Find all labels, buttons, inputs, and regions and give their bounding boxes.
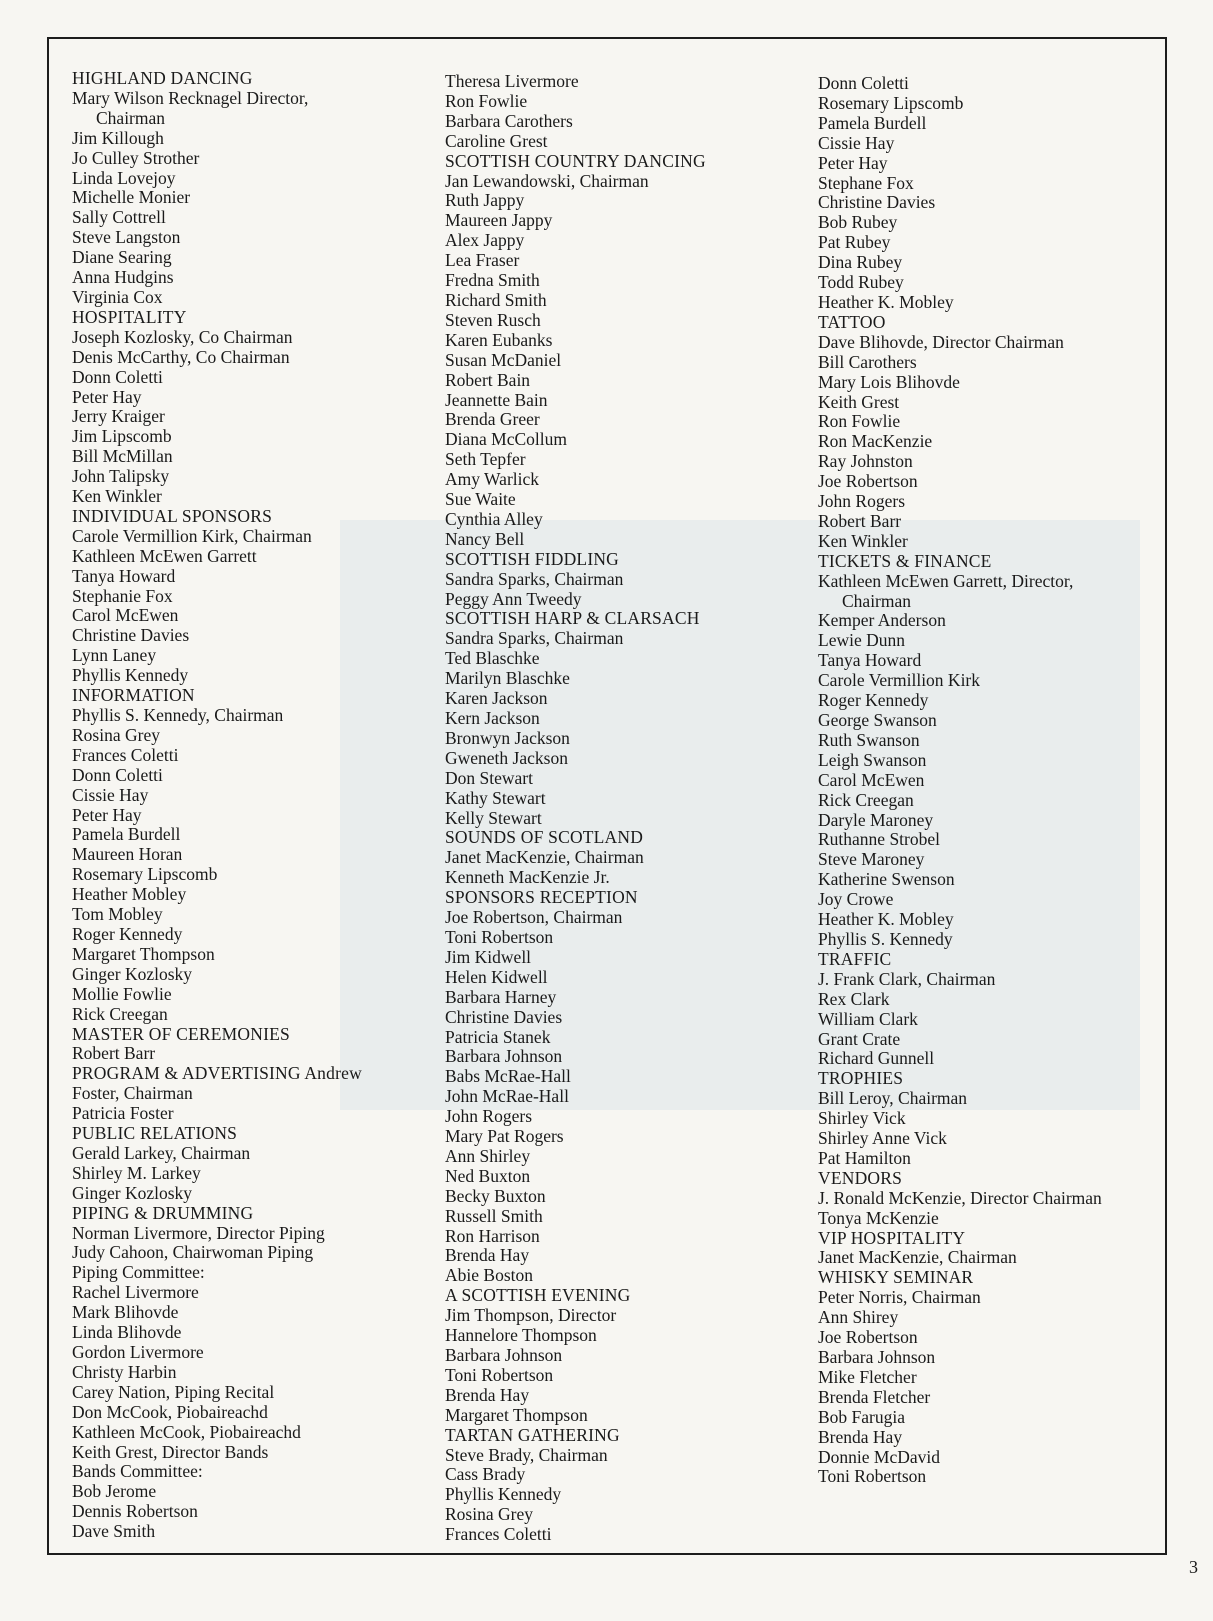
member-name: Anna Hudgins [72,267,174,288]
member-name: Pamela Burdell [72,824,181,845]
member-name: Barbara Johnson [818,1347,936,1367]
member-name: Christine Davies [72,625,190,646]
member-name: Joseph Kozlosky, Co Chairman [72,326,293,347]
member-name: Margaret Thompson [445,1404,588,1425]
member-name: Phyllis Kennedy [445,1484,562,1505]
member-name: Phyllis S. Kennedy, Chairman [72,705,284,725]
member-name: Richard Gunnell [818,1048,935,1069]
member-name: Don Stewart [445,767,533,788]
member-name: Ted Blaschke [445,648,540,669]
member-name: Ken Winkler [818,530,908,551]
member-name: Linda Blihovde [72,1322,182,1343]
member-name: Linda Lovejoy [72,167,176,188]
member-name: Bronwyn Jackson [445,727,570,748]
member-name: Sandra Sparks, Chairman [445,568,624,589]
member-name: Margaret Thompson [72,943,215,964]
member-name: Toni Robertson [818,1466,927,1487]
member-name: Leigh Swanson [818,749,927,770]
committee-heading: SCOTTISH COUNTRY DANCING [445,150,706,171]
member-name: Donnie McDavid [818,1446,940,1467]
member-name: Sue Waite [445,489,516,510]
member-name: Tonya McKenzie [818,1207,939,1228]
committee-heading: TICKETS & FINANCE [818,550,992,571]
member-name: Don McCook, Piobaireachd [72,1401,268,1422]
member-name: Theresa Livermore [445,71,579,91]
member-name: Katherine Swenson [818,869,955,890]
member-name: J. Ronald McKenzie, Director Chairman [818,1187,1102,1208]
member-name: Jim Thompson, Director [445,1305,617,1326]
member-name: Kenneth MacKenzie Jr. [445,867,610,888]
member-name: Toni Robertson [445,1364,554,1385]
committee-heading: A SCOTTISH EVENING [445,1285,631,1306]
member-name: Daryle Maroney [818,809,934,830]
committee-heading: PIPING & DRUMMING [72,1202,254,1223]
member-name: Robert Barr [72,1043,156,1064]
member-name: Heather K. Mobley [818,909,954,930]
member-name: Ron Fowlie [818,411,901,432]
member-name: Cissie Hay [818,132,895,153]
member-name: Shirley Anne Vick [818,1128,947,1149]
member-name: Christine Davies [818,192,936,213]
member-name: John Rogers [818,491,906,512]
member-name: Susan McDaniel [445,349,562,370]
member-name: Steve Langston [72,227,181,248]
member-name: Mary Pat Rogers [445,1126,564,1147]
member-name: Bob Rubey [818,212,898,233]
member-name: Lea Fraser [445,250,520,271]
committee-heading: VIP HOSPITALITY [818,1227,966,1248]
member-name: Jo Culley Strother [72,147,200,168]
committee-heading: INDIVIDUAL SPONSORS [72,505,273,526]
member-name: Russell Smith [445,1205,543,1226]
member-name: Pat Hamilton [818,1147,911,1168]
committee-heading: TROPHIES [818,1068,904,1089]
member-name: Mike Fletcher [818,1366,917,1387]
member-name: Shirley Vick [818,1108,906,1129]
member-name: Stephane Fox [818,172,914,193]
member-name: Peggy Ann Tweedy [445,588,582,609]
member-name: Bob Farugia [818,1406,906,1427]
member-name: Ron MacKenzie [818,431,933,452]
member-name: Ned Buxton [445,1165,531,1186]
member-name: Ginger Kozlosky [72,1182,193,1203]
member-name: Babs McRae-Hall [445,1066,571,1087]
member-name: Sandra Sparks, Chairman [445,628,624,649]
member-name: Brenda Hay [818,1426,903,1447]
member-name: John McRae-Hall [445,1086,569,1107]
member-name: Judy Cahoon, Chairwoman Piping [72,1242,314,1263]
member-name: Peter Hay [818,152,888,173]
member-name: Roger Kennedy [72,923,183,944]
member-name: Barbara Harney [445,986,557,1007]
member-name: Karen Jackson [445,688,548,709]
member-name: Alex Jappy [445,230,525,251]
member-name: Diana McCollum [445,429,567,450]
member-name: Ron Fowlie [445,90,528,111]
member-name: Stephanie Fox [72,585,173,606]
member-name: Donn Coletti [72,366,163,387]
member-name: Karen Eubanks [445,329,553,350]
member-name: Rick Creegan [818,789,914,810]
member-name: Janet MacKenzie, Chairman [818,1247,1017,1268]
member-name: Steve Maroney [818,849,925,870]
member-name: Mark Blihovde [72,1302,179,1323]
member-name: Ron Harrison [445,1225,540,1246]
member-name: Gweneth Jackson [445,747,568,768]
committee-heading: INFORMATION [72,685,195,706]
member-name: Tanya Howard [818,650,922,671]
member-name: Heather K. Mobley [818,291,954,312]
member-name: Ginger Kozlosky [72,963,193,984]
member-name: Steve Brady, Chairman [445,1444,608,1465]
committee-heading: HIGHLAND DANCING [72,68,253,88]
member-name: Jerry Kraiger [72,406,165,427]
member-name: Barbara Johnson [445,1046,563,1067]
member-name: Ruthanne Strobel [818,829,940,850]
member-name: Richard Smith [445,289,547,310]
member-name: Denis McCarthy, Co Chairman [72,346,290,367]
member-name: Diane Searing [72,247,172,268]
member-name: Keith Grest [818,391,900,412]
committee-heading: SOUNDS OF SCOTLAND [445,827,644,848]
committee-heading: TRAFFIC [818,948,892,969]
member-name: Abie Boston [445,1265,533,1286]
member-name: Bill Leroy, Chairman [818,1088,968,1109]
committee-heading: PROGRAM & ADVERTISING Andrew [72,1063,362,1084]
member-name: Joe Robertson [818,1327,918,1348]
member-name: Kemper Anderson [818,610,946,631]
member-name: Rex Clark [818,988,890,1009]
member-name: Christy Harbin [72,1361,177,1382]
member-name: John Talipsky [72,466,170,487]
member-name: Caroline Grest [445,130,548,151]
committee-heading: MASTER OF CEREMONIES [72,1023,290,1044]
member-name: Ray Johnston [818,451,913,472]
column-right [818,74,1102,1487]
member-name: Jeannette Bain [445,389,548,410]
member-name: Kelly Stewart [445,807,542,828]
member-name: Shirley M. Larkey [72,1162,201,1183]
column-middle [445,72,706,1545]
member-name: Lewie Dunn [818,630,905,651]
member-name: Brenda Hay [445,1384,530,1405]
member-name: Phyllis S. Kennedy [818,928,953,949]
member-name: Ann Shirey [818,1307,899,1328]
member-name: Mary Wilson Recknagel Director, [72,87,309,108]
member-name: Chairman [842,590,912,611]
member-name: Norman Livermore, Director Piping [72,1222,325,1243]
member-name: Todd Rubey [818,272,904,293]
member-name: Rosina Grey [72,724,160,745]
member-name: Kathleen McEwen Garrett, Director, [818,570,1074,591]
member-name: Lynn Laney [72,645,157,666]
member-name: Dina Rubey [818,252,903,273]
member-name: Pamela Burdell [818,112,927,133]
member-name: Rosemary Lipscomb [72,864,218,885]
member-name: Becky Buxton [445,1185,546,1206]
member-name: Cynthia Alley [445,508,543,529]
member-name: Bill Carothers [818,351,917,372]
committee-heading: TATTOO [818,311,886,332]
member-name: Brenda Fletcher [818,1386,931,1407]
committee-heading: VENDORS [818,1167,903,1188]
member-name: Jim Killough [72,127,164,148]
committee-heading: PUBLIC RELATIONS [72,1123,238,1144]
member-name: Phyllis Kennedy [72,665,189,686]
committee-heading: TARTAN GATHERING [445,1424,620,1445]
member-name: Ann Shirley [445,1145,531,1166]
member-name: Rick Creegan [72,1003,168,1024]
member-name: Jim Lipscomb [72,426,172,447]
member-name: Donn Coletti [72,764,163,785]
member-name: Sally Cottrell [72,207,166,228]
member-name: Foster, Chairman [72,1083,193,1104]
member-name: J. Frank Clark, Chairman [818,968,996,989]
member-name: Kathy Stewart [445,787,546,808]
member-name: Frances Coletti [72,744,179,765]
page-number: 3 [1189,1557,1198,1577]
member-name: Peter Hay [72,804,142,825]
column-left [72,69,362,1542]
member-name: Dave Blihovde, Director Chairman [818,331,1064,352]
member-name: Kern Jackson [445,708,540,728]
member-name: Mary Lois Blihovde [818,371,960,392]
member-name: Michelle Monier [72,187,191,208]
committee-heading: SPONSORS RECEPTION [445,887,638,908]
member-name: Jan Lewandowski, Chairman [445,170,649,191]
member-name: Heather Mobley [72,884,187,905]
member-name: Ken Winkler [72,486,162,507]
member-name: Janet MacKenzie, Chairman [445,847,644,868]
member-name: Tanya Howard [72,565,176,586]
member-name: Seth Tepfer [445,449,526,470]
member-name: Bill McMillan [72,446,173,467]
member-name: Rosina Grey [445,1504,533,1525]
member-name: Joy Crowe [818,889,894,910]
member-name: Ruth Swanson [818,729,920,750]
member-name: Piping Committee: [72,1262,205,1283]
member-name: Kathleen McEwen Garrett [72,545,257,566]
member-name: Peter Norris, Chairman [818,1287,981,1308]
member-name: Donn Coletti [818,73,909,93]
member-name: John Rogers [445,1106,533,1127]
member-name: Barbara Johnson [445,1345,563,1365]
member-name: Hannelore Thompson [445,1325,597,1346]
member-name: Cissie Hay [72,784,149,805]
committee-heading: WHISKY SEMINAR [818,1267,974,1288]
member-name: Toni Robertson [445,926,554,947]
member-name: Robert Barr [818,510,902,531]
member-name: Fredna Smith [445,270,540,291]
member-name: Helen Kidwell [445,966,548,987]
member-name: Carole Vermillion Kirk [818,670,981,691]
committee-heading: SCOTTISH HARP & CLARSACH [445,608,700,629]
member-name: Carole Vermillion Kirk, Chairman [72,525,312,546]
member-name: Rachel Livermore [72,1282,199,1303]
member-name: Peter Hay [72,386,142,407]
member-name: Joe Robertson [818,471,918,492]
member-name: Maureen Horan [72,844,183,865]
member-name: Gerald Larkey, Chairman [72,1142,251,1163]
member-name: Marilyn Blaschke [445,668,570,689]
member-name: Patricia Stanek [445,1026,551,1047]
member-name: Roger Kennedy [818,690,929,711]
member-name: William Clark [818,1008,918,1029]
member-name: Bands Committee: [72,1461,203,1482]
member-name: Frances Coletti [445,1524,552,1545]
member-name: Steven Rusch [445,309,541,330]
member-name: Keith Grest, Director Bands [72,1441,269,1462]
member-name: Dave Smith [72,1521,156,1542]
member-name: Christine Davies [445,1006,563,1027]
member-name: Carol McEwen [818,769,925,790]
member-name: Barbara Carothers [445,110,573,131]
member-name: Patricia Foster [72,1103,174,1124]
member-name: Virginia Cox [72,286,163,307]
member-name: Carol McEwen [72,605,179,626]
member-name: Mollie Fowlie [72,983,172,1004]
member-name: Gordon Livermore [72,1342,204,1362]
member-name: Joe Robertson, Chairman [445,907,623,928]
member-name: Tom Mobley [72,904,163,925]
member-name: Bob Jerome [72,1481,157,1502]
member-name: Carey Nation, Piping Recital [72,1381,275,1402]
member-name: Cass Brady [445,1464,526,1485]
member-name: Brenda Greer [445,409,540,430]
member-name: Brenda Hay [445,1245,530,1266]
committee-heading: HOSPITALITY [72,306,187,327]
member-name: Chairman [96,107,166,128]
member-name: Dennis Robertson [72,1501,198,1522]
member-name: Rosemary Lipscomb [818,92,964,113]
member-name: George Swanson [818,710,937,730]
member-name: Pat Rubey [818,232,891,253]
member-name: Robert Bain [445,369,531,390]
member-name: Jim Kidwell [445,946,532,967]
member-name: Grant Crate [818,1028,901,1049]
member-name: Kathleen McCook, Piobaireachd [72,1421,301,1442]
committee-heading: SCOTTISH FIDDLING [445,548,620,569]
member-name: Nancy Bell [445,528,525,549]
member-name: Ruth Jappy [445,190,525,211]
member-name: Amy Warlick [445,469,540,490]
member-name: Maureen Jappy [445,210,553,231]
